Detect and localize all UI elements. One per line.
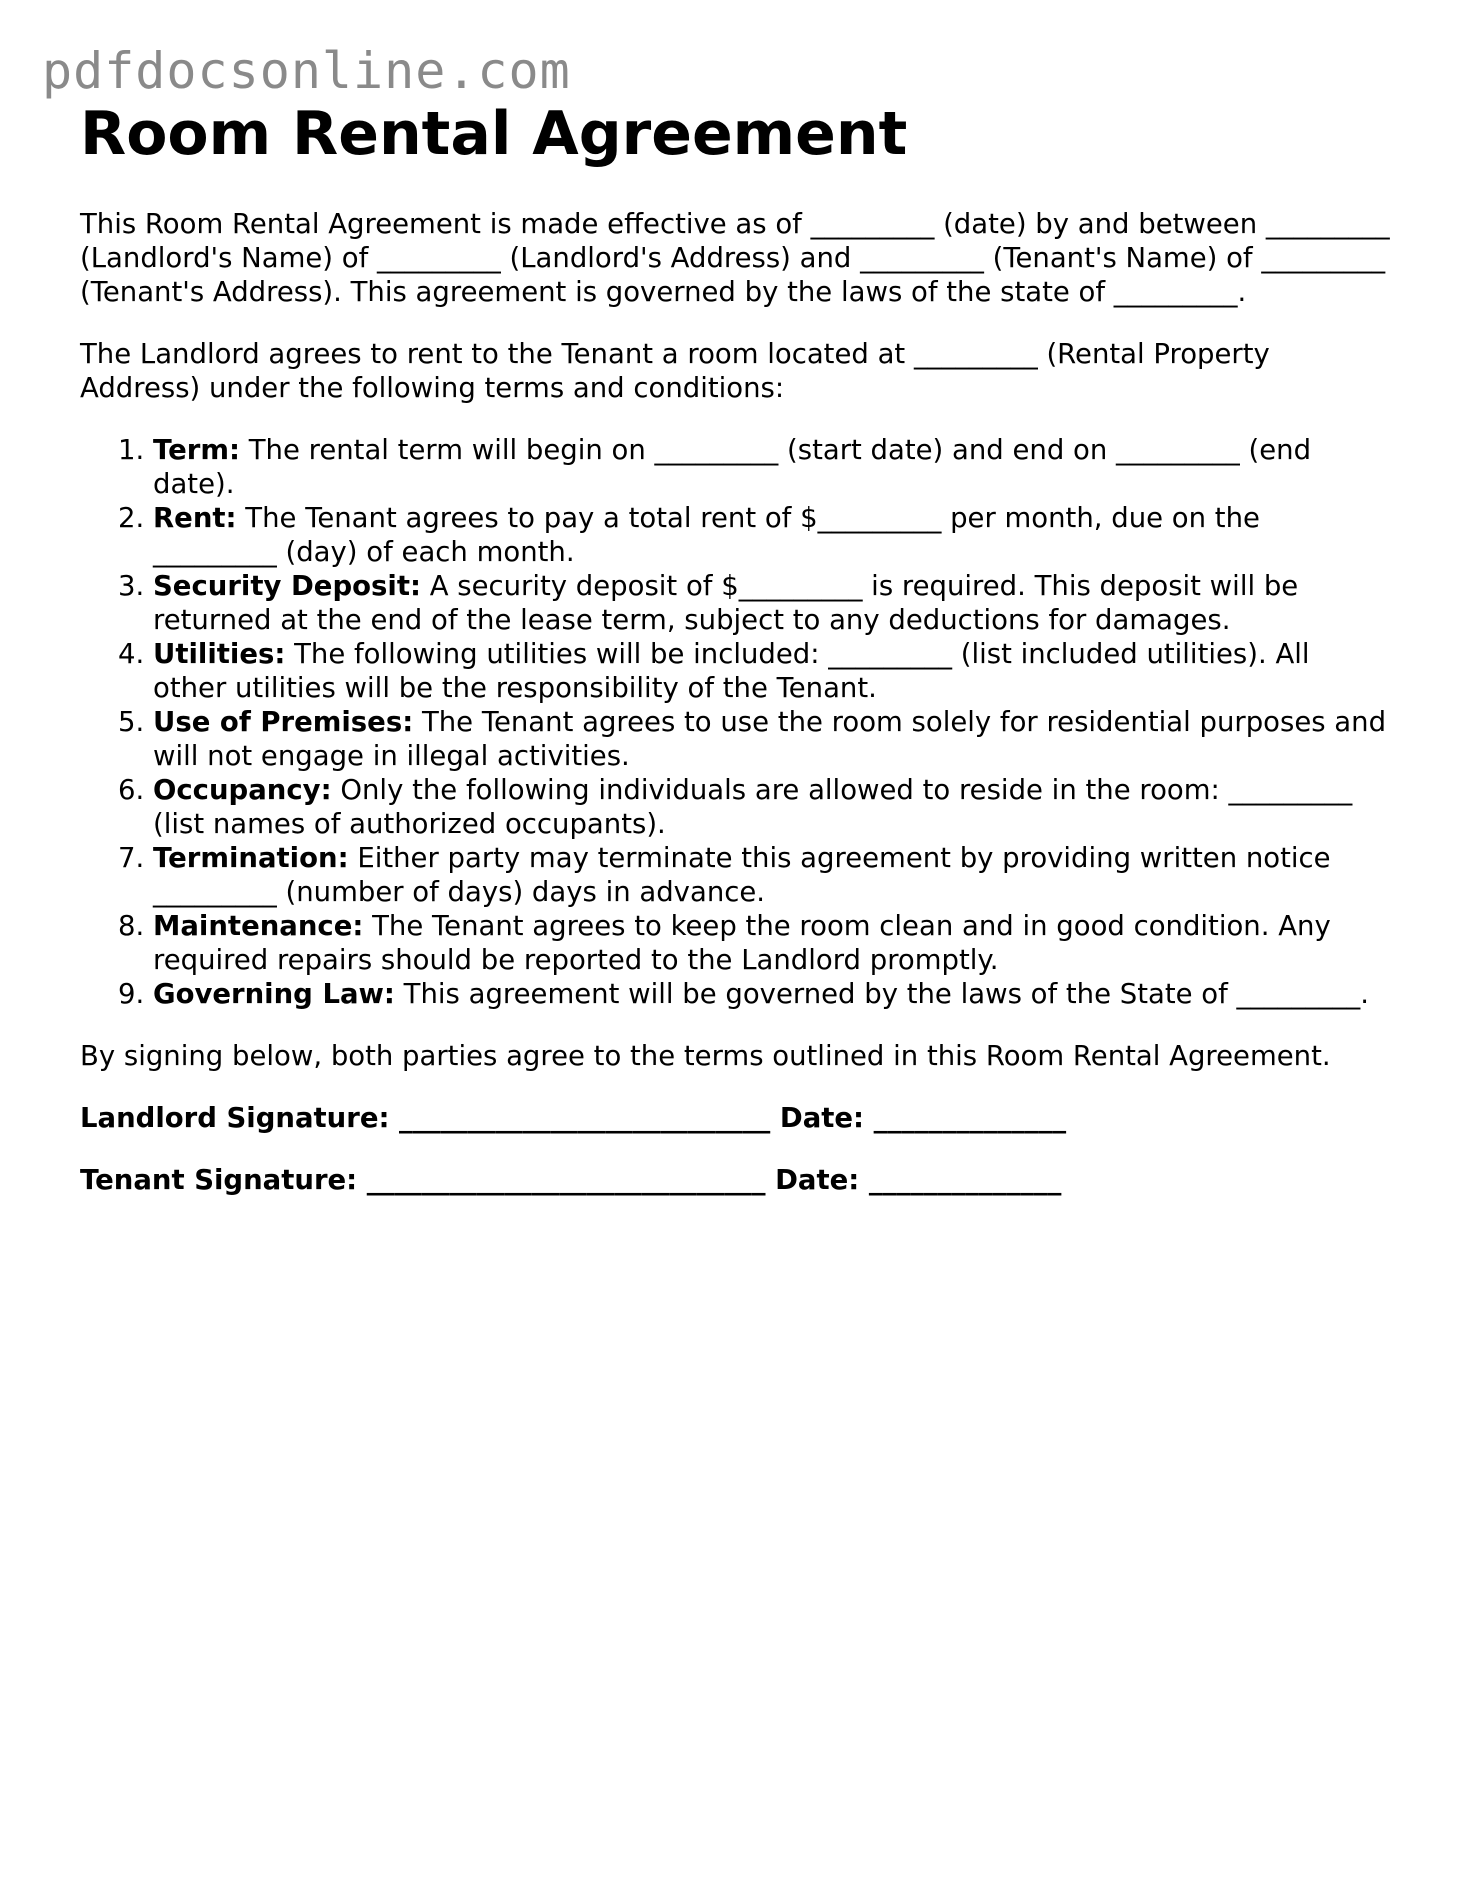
term-item-utilities [153,637,1390,705]
tenant-signature-line: Tenant Signature: _____________________________ Date: ______________ [80,1164,1062,1196]
term-text: A security deposit of $_________ is required. This deposit will be returned at the end of the lease term, subject to any deductions for damages. [153,570,1299,636]
term-text: The rental term will begin on _________ (start date) and end on _________ (end date). [153,434,1312,500]
term-label: Security Deposit: [153,570,421,602]
closing-paragraph: By signing below, both parties agree to the terms outlined in this Room Rental Agreement. [80,1040,1331,1072]
term-item-termination [153,841,1390,909]
term-text: This agreement will be governed by the laws of the State of _________. [394,978,1370,1010]
term-item-occupancy [153,773,1390,841]
term-text: Only the following individuals are allowed to reside in the room: _________ (list names of authorized occupants). [153,774,1353,840]
landlord-signature-line: Landlord Signature: ___________________________ Date: ______________ [80,1102,1067,1134]
term-label: Maintenance: [153,910,364,942]
term-label: Utilities: [153,638,286,670]
term-text: Either party may terminate this agreement by providing written notice _________ (number of days) days in advance. [153,842,1331,908]
terms-list [80,433,1390,1011]
term-label: Rent: [153,502,237,534]
intro-paragraph: This Room Rental Agreement is made effective as of _________ (date) by and between _________ (Landlord's Name) of _________ (Landlord's Address) and _________ (Tenant's Name) of _________ (Tenant's Address). This agreement is governed by the laws of the state of _________. [80,208,1390,308]
term-item-use-of-premises [153,705,1390,773]
term-text: The Tenant agrees to keep the room clean and in good condition. Any required repairs should be reported to the Landlord promptly. [153,910,1331,976]
document-title: Room Rental Agreement [80,99,908,169]
term-text: The Tenant agrees to pay a total rent of $_________ per month, due on the _________ (day) of each month. [153,502,1260,568]
term-item-maintenance [153,909,1390,977]
term-label: Term: [153,434,240,466]
term-text: The following utilities will be included: _________ (list included utilities). All other utilities will be the responsibility of the Tenant. [153,638,1310,704]
lead-paragraph: The Landlord agrees to rent to the Tenant a room located at _________ (Rental Property Address) under the following terms and conditions: [80,338,1270,404]
term-label: Governing Law: [153,978,395,1010]
term-text: The Tenant agrees to use the room solely for residential purposes and will not engage in illegal activities. [153,706,1387,772]
term-label: Occupancy: [153,774,332,806]
term-item-term [153,433,1390,501]
term-label: Use of Premises: [153,706,414,738]
term-item-rent [153,501,1390,569]
term-label: Termination: [153,842,349,874]
term-item-governing-law [153,977,1390,1011]
document-page [80,100,1390,1197]
watermark: pdfdocsonline.com [42,42,571,100]
term-item-security-deposit [153,569,1390,637]
